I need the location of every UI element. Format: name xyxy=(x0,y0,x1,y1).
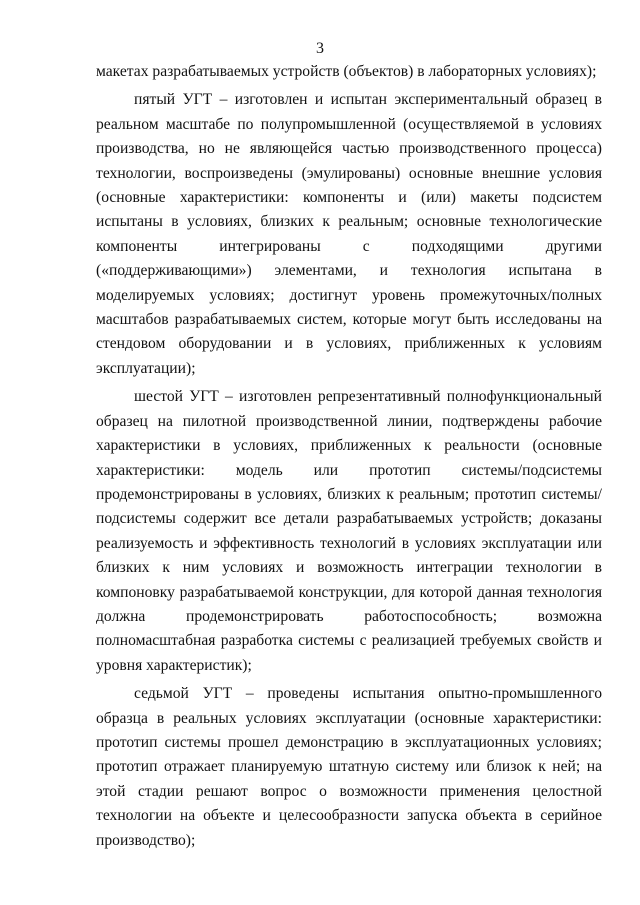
paragraph-level-6: шестой УГТ – изготовлен репрезентативный полнофункциональный образец на пилотной производственной линии, подтверждены рабочие характеристики в условиях, приближенных к реальности (основные характеристики: модель или прототип системы/подсистемы продемонстрированы в условиях, близких к реальным; прототип системы/подсистемы содержит все детали разрабатываемых устройств; доказаны реализуемость и эффективность технологий в условиях эксплуатации или близких к ним условиях и возможность интеграции технологии в компоновку разрабатываемой конструкции, для которой данная технология должна продемонстрировать работоспособность; возможна полномасштабная разработка системы с реализацией требуемых свойств и уровня характеристик); xyxy=(96,388,602,674)
paragraph-level-5: пятый УГТ – изготовлен и испытан экспериментальный образец в реальном масштабе по полупромышленной (осуществляемой в условиях производства, но не являющейся частью производственного процесса) технологии, воспроизведены (эмулированы) основные внешние условия (основные характеристики: компоненты и (или) макеты подсистем испытаны в условиях, близких к реальным; основные технологические компоненты интегрированы с подходящими другими («поддерживающими») элементами, и технология испытана в моделируемых условиях; достигнут уровень промежуточных/полных масштабов разрабатываемых систем, которые могут быть исследованы на стендовом оборудовании и в условиях, приближенных к условиям эксплуатации); xyxy=(96,91,602,377)
page-number: 3 xyxy=(316,40,324,57)
paragraph-continuation: макетах разрабатываемых устройств (объектов) в лабораторных условиях); xyxy=(96,63,597,80)
paragraph-level-7: седьмой УГТ – проведены испытания опытно-промышленного образца в реальных условиях эксплуатации (основные характеристики: прототип системы прошел демонстрацию в эксплуатационных условиях; прототип отражает планируемую штатную систему или близок к ней; на этой стадии решают вопрос о возможности применения целостной технологии на объекте и целесообразности запуска объекта в серийное производство); xyxy=(96,685,602,849)
document-body xyxy=(96,60,602,853)
